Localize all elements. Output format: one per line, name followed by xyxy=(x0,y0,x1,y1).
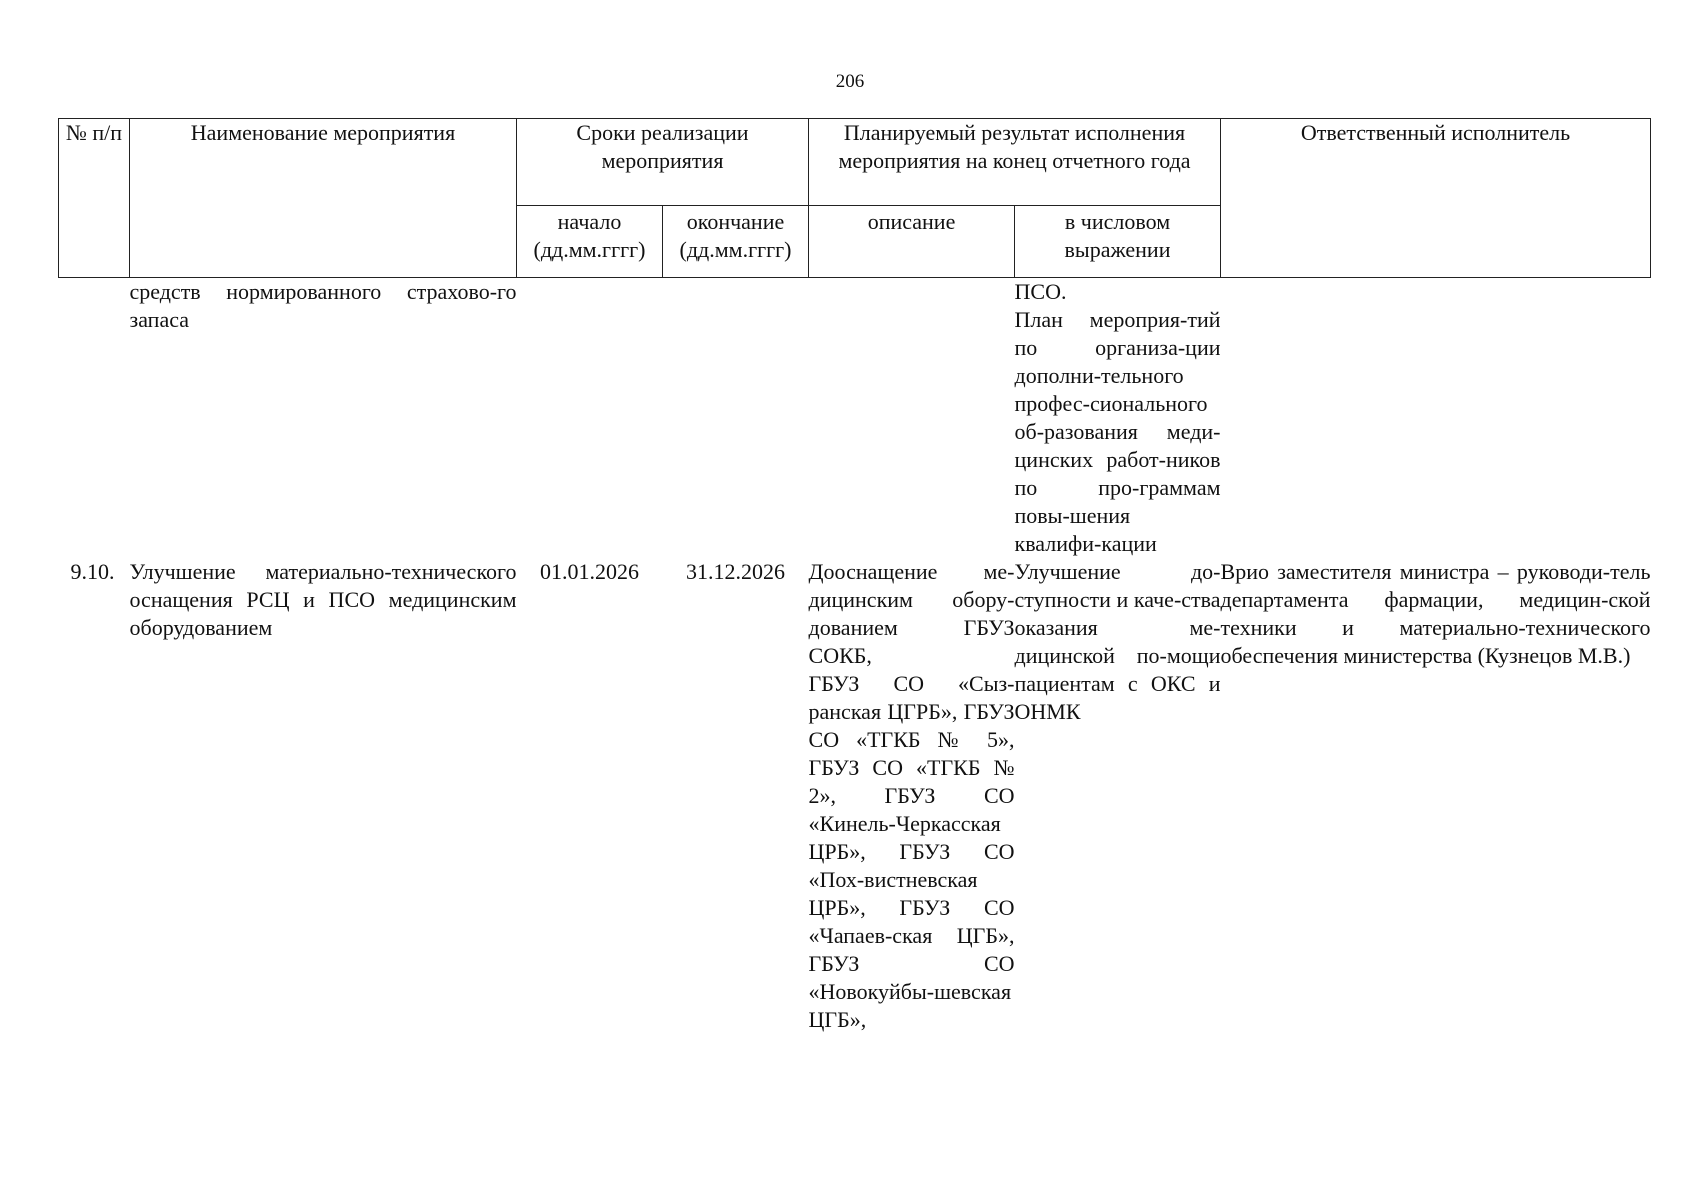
row-start xyxy=(517,278,663,559)
header-numeric: в числовом выражении xyxy=(1015,206,1221,278)
row-responsible: Врио заместителя министра – руководи-тель департамента фармации, медицин-ской техники и материально-технического обеспечения министерства (Кузнецов М.В.) xyxy=(1220,559,1651,668)
header-dates: Сроки реализации мероприятия xyxy=(517,119,809,206)
row-name: Улучшение материально-технического оснащения РСЦ и ПСО медицинским оборудованием xyxy=(129,559,517,640)
measures-table xyxy=(58,118,1651,1034)
row-number: 9.10. xyxy=(70,559,115,584)
table-row xyxy=(59,278,1651,559)
row-end: 31.12.2026 xyxy=(686,559,785,584)
table-row xyxy=(59,558,1651,1034)
row-number xyxy=(59,278,130,559)
row-end xyxy=(663,278,809,559)
header-end: окончание (дд.мм.гггг) xyxy=(663,206,809,278)
header-start: начало (дд.мм.гггг) xyxy=(517,206,663,278)
row-name: средств нормированного страхово-го запаса xyxy=(129,279,517,332)
header-description: описание xyxy=(809,206,1015,278)
table-header xyxy=(59,119,1651,278)
row-start: 01.01.2026 xyxy=(540,559,639,584)
header-result: Планируемый результат исполнения мероприятия на конец отчетного года xyxy=(809,119,1221,206)
header-number: № п/п xyxy=(59,119,130,278)
row-numeric: Улучшение до-ступности и каче-ства оказания ме-дицинской по-мощи пациентам с ОКС и ОНМК xyxy=(1014,559,1221,724)
header-responsible: Ответственный исполнитель xyxy=(1221,119,1651,278)
header-name: Наименование мероприятия xyxy=(130,119,517,278)
row-numeric: ПСО. План мероприя-тий по организа-ции дополни-тельного профес-сионального об-разования меди-цинских работ-ников по про-граммам повы-шения квалифи-кации xyxy=(1014,279,1221,556)
row-description: Дооснащение ме-дицинским обору-дованием ГБУЗ СОКБ, ГБУЗ СО «Сыз-ранская ЦГРБ», ГБУЗ СО «ТГКБ № 5», ГБУЗ СО «ТГКБ № 2», ГБУЗ СО «Кинель-Черкасская ЦРБ», ГБУЗ СО «Пох-вистневская ЦРБ», ГБУЗ СО «Чапаев-ская ЦГБ», ГБУЗ СО «Новокуйбы-шевская ЦГБ», xyxy=(808,559,1015,1032)
page-number: 206 xyxy=(835,71,865,92)
